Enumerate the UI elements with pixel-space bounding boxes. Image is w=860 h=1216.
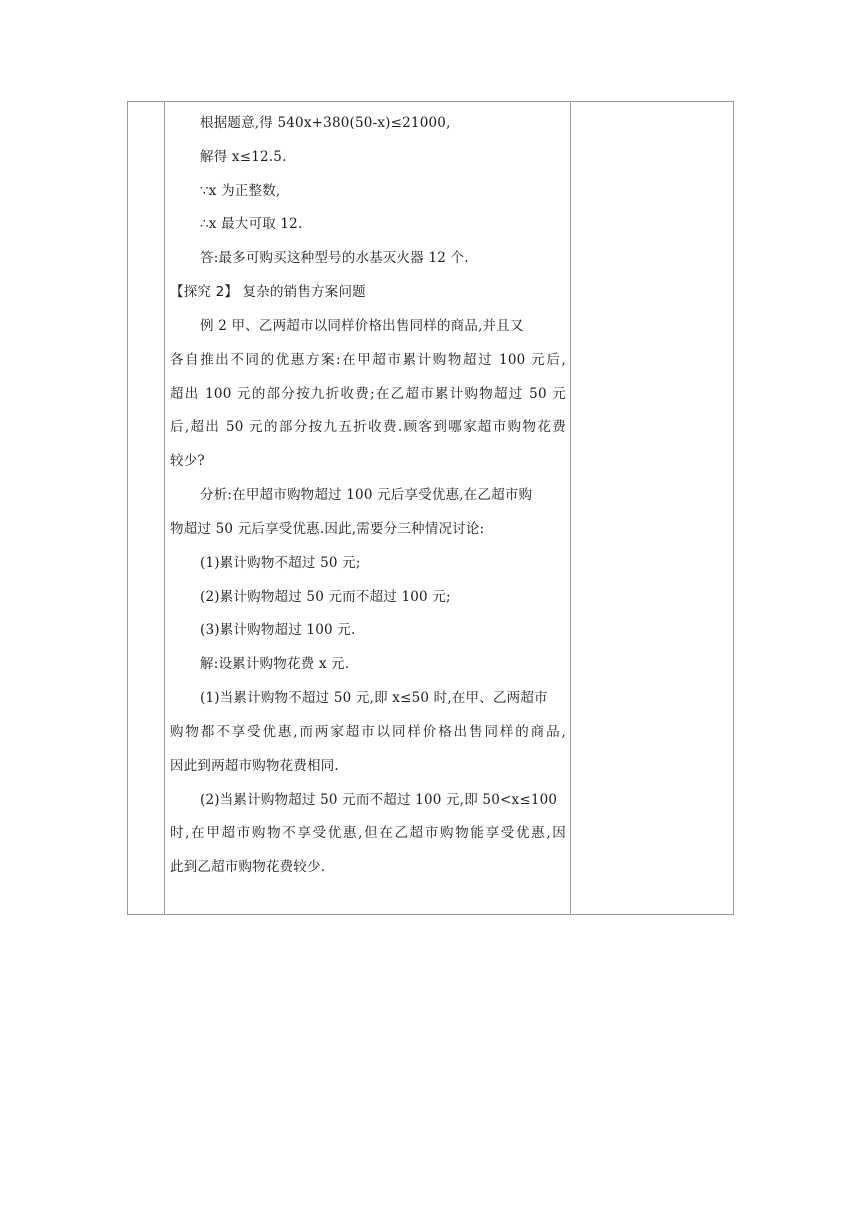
calc-solution: 解得 x≤12.5. xyxy=(200,149,287,165)
analysis-case: (1)累计购物不超过 50 元; xyxy=(200,555,361,571)
example-line: 后,超出 50 元的部分按九五折收费.顾客到哪家超市购物花费 xyxy=(170,419,566,435)
calc-therefore: ∴x 最大可取 12. xyxy=(200,216,303,232)
table-column-divider-left xyxy=(164,102,165,914)
table-column-divider-right xyxy=(570,102,571,914)
example-line: 各自推出不同的优惠方案:在甲超市累计购物超过 100 元后, xyxy=(170,352,566,368)
example-line: 例 2 甲、乙两超市以同样价格出售同样的商品,并且又 xyxy=(200,318,524,334)
solution-line: (1)当累计购物不超过 50 元,即 x≤50 时,在甲、乙两超市 xyxy=(200,690,548,706)
solution-line: 时,在甲超市购物不享受优惠,但在乙超市购物能享受优惠,因 xyxy=(170,825,566,841)
example-line: 较少? xyxy=(170,453,205,469)
calc-answer: 答:最多可购买这种型号的水基灭火器 12 个. xyxy=(200,250,469,266)
analysis-case: (2)累计购物超过 50 元而不超过 100 元; xyxy=(200,589,451,605)
solution-line: 此到乙超市购物花费较少. xyxy=(170,859,326,875)
solution-intro: 解:设累计购物花费 x 元. xyxy=(200,656,350,672)
solution-line: 因此到两超市购物花费相同. xyxy=(170,758,339,774)
calc-because: ∵x 为正整数, xyxy=(200,183,281,199)
solution-line: (2)当累计购物超过 50 元而不超过 100 元,即 50<x≤100 xyxy=(200,792,558,808)
calc-equation: 根据题意,得 540x+380(50-x)≤21000, xyxy=(200,115,451,131)
analysis-line: 物超过 50 元后享受优惠.因此,需要分三种情况讨论: xyxy=(170,521,485,537)
analysis-line: 分析:在甲超市购物超过 100 元后享受优惠,在乙超市购 xyxy=(200,487,533,503)
analysis-case: (3)累计购物超过 100 元. xyxy=(200,622,356,638)
section-title: 【探究 2】 复杂的销售方案问题 xyxy=(170,284,366,300)
solution-line: 购物都不享受优惠,而两家超市以同样价格出售同样的商品, xyxy=(170,724,566,740)
example-line: 超出 100 元的部分按九折收费;在乙超市累计购物超过 50 元 xyxy=(170,386,566,402)
